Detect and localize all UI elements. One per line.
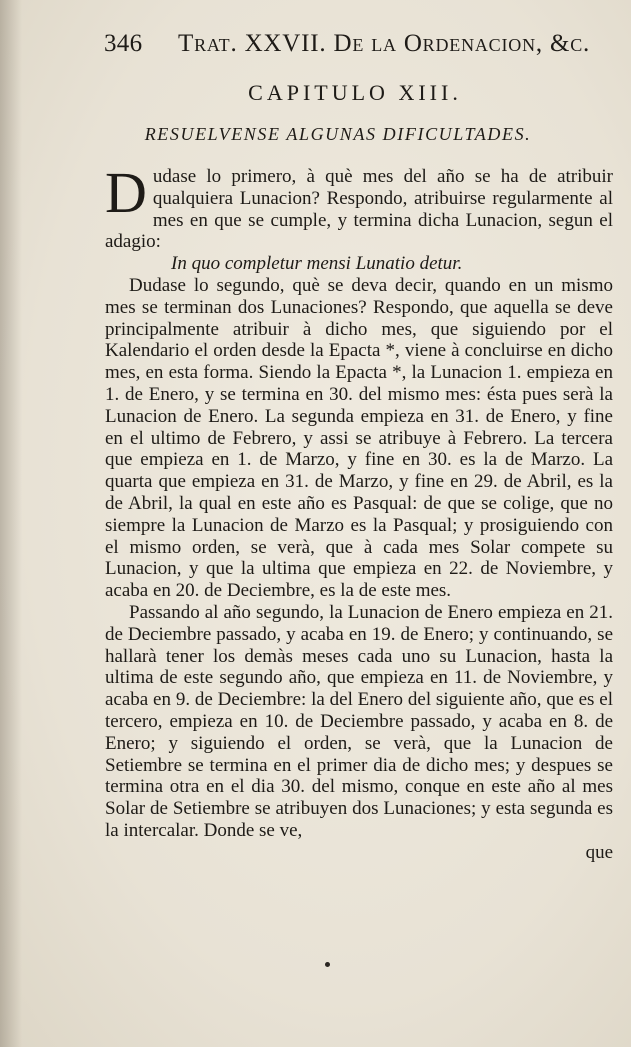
paragraph-2: Dudase lo segundo, què se deva decir, quando en un mismo mes se terminan dos Lunaciones? Respondo, que aquella se deve principalmente atribuir à dicho mes, que siguiendo por el Kalendario el orden desde la Epacta *, viene à concluirse en dicho mes, en esta forma. Siendo la Epacta *, la Lunacion 1. empieza en 1. de Enero, y se termina en 30. del mismo mes: ésta pues serà la Lunacion de Enero. La segunda empieza en 31. de Enero, y fine en el ultimo de Febrero, y assi se atribuye à Febrero. La tercera que empieza en 1. de Marzo, y fine en 30. es la de Marzo. La quarta que empieza en 31. de Marzo, y fine en 29. de Abril, es la de Abril, la qual en este año es Pasqual: de que se colige, que no siempre la Lunacion de Marzo es la Pasqual; y prosiguiendo con el mismo orden, se verà, que à cada mes Solar compete su Lunacion, y que la ultima que empieza en 22. de Noviembre, y acaba en 20. de Deciembre, es la de este mes. <box>105 274 613 602</box>
paragraph-1-text: udase lo primero, à què mes del año se ha de atribuir qualquiera Lunacion? Respondo, atribuirse regularmente al mes en que se cumple, y termina dicha Lunacion, segun el adagio: <box>105 166 613 253</box>
running-title: Trat. XXVII. De la Ordenacion, &c. <box>178 30 591 57</box>
running-head <box>104 30 604 64</box>
chapter-title: CAPITULO XIII. <box>248 80 462 105</box>
body-text <box>105 160 613 864</box>
latin-adage: In quo completur mensi Lunatio detur. <box>171 253 463 275</box>
chapter-subtitle: RESUELVENSE ALGUNAS DIFICULTADES. <box>144 124 532 144</box>
page-number: 346 <box>104 30 143 57</box>
paragraph-3: Passando al año segundo, la Lunacion de Enero empieza en 21. de Deciembre passado, y acaba en 19. de Enero; y continuando, se hallarà tener los demàs meses cada uno su Lunacion, hasta la ultima de este segundo año, que empieza en 11. de Noviembre, y acaba en 9. de Deciembre: la del Enero del siguiente año, que es el tercero, empieza en 10. de Deciembre passado, y acaba en 8. de Enero; y siguiendo el orden, se verà, que la Lunacion de Setiembre se termina en el primer dia de dicho mes; y despues se termina otra en el dia 30. del mismo, conque en este año al mes Solar de Setiembre se atribuyen dos Lunaciones; y esta segunda es la intercalar. Donde se ve, <box>105 601 613 841</box>
drop-cap: D <box>105 160 147 225</box>
catchword: que <box>585 841 613 863</box>
ink-speck <box>325 962 330 967</box>
spine-shadow <box>0 0 22 1047</box>
paragraph-1 <box>105 160 613 253</box>
